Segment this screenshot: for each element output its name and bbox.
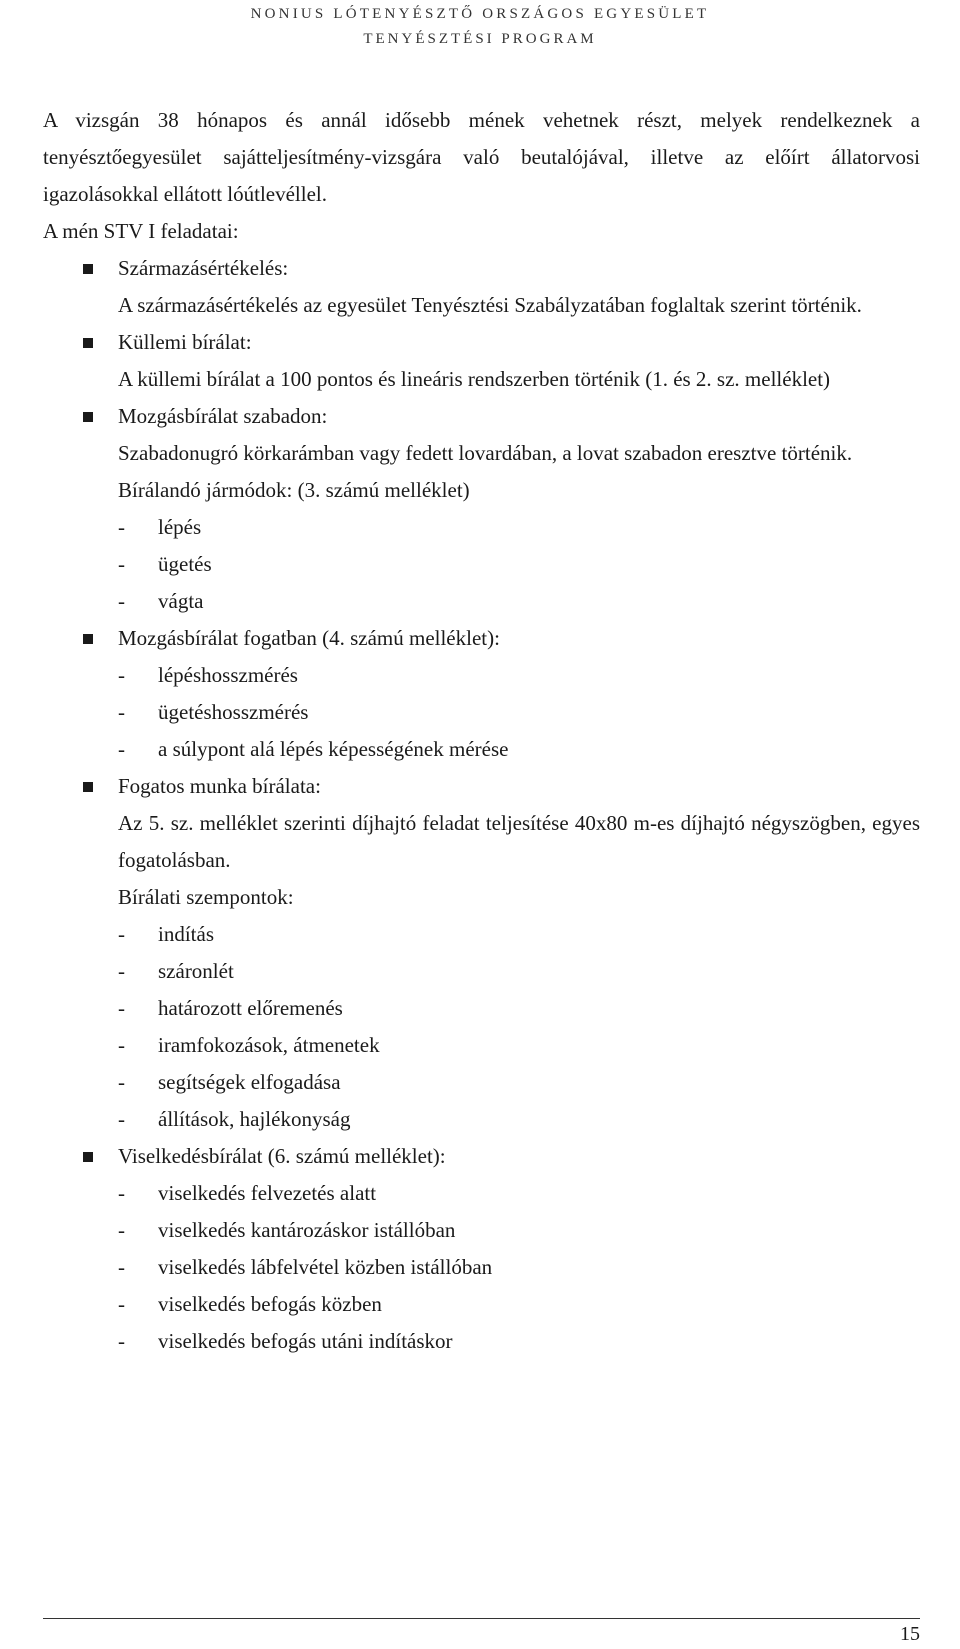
section-title-text: Mozgásbírálat szabadon:	[118, 404, 328, 428]
section-free-movement-title	[43, 398, 920, 435]
section-origin-text: A származásértékelés az egyesület Tenyésztési Szabályzatában foglaltak szerint történik.	[118, 293, 862, 317]
list-item: - a súlypont alá lépés képességének mérése	[118, 737, 509, 761]
section-origin-title	[43, 250, 920, 287]
section-title-text: Viselkedésbírálat (6. számú melléklet):	[118, 1144, 446, 1168]
square-bullet-icon	[83, 338, 93, 348]
list-item: - lépés	[118, 515, 202, 539]
square-bullet-icon	[83, 634, 93, 644]
square-bullet-icon	[83, 412, 93, 422]
tasks-title: A mén STV I feladatai:	[43, 219, 239, 243]
section-driving-text: Az 5. sz. melléklet szerinti díjhajtó feladat teljesítése 40x80 m-es díjhajtó négyszögben, egyes fogatolásban.	[118, 811, 920, 872]
section-behaviour-title	[43, 1138, 920, 1175]
section-title-text: Mozgásbírálat fogatban (4. számú melléklet):	[118, 626, 500, 650]
square-bullet-icon	[83, 264, 93, 274]
list-item: - viselkedés lábfelvétel közben istállóban	[118, 1255, 493, 1279]
section-driving-subtitle: Bírálati szempontok:	[118, 885, 294, 909]
page-header	[0, 2, 960, 52]
list-item: - vágta	[118, 589, 204, 613]
list-item: - határozott előremenés	[118, 996, 343, 1020]
header-program: TENYÉSZTÉSI PROGRAM	[363, 31, 597, 47]
list-item: - indítás	[118, 922, 214, 946]
list-item: - viselkedés felvezetés alatt	[118, 1181, 377, 1205]
list-item: - száronlét	[118, 959, 234, 983]
list-item: - állítások, hajlékonyság	[118, 1107, 351, 1131]
section-driving-title	[43, 768, 920, 805]
list-item: - segítségek elfogadása	[118, 1070, 341, 1094]
list-item: - ügetéshosszmérés	[118, 700, 309, 724]
list-item: - iramfokozások, átmenetek	[118, 1033, 380, 1057]
header-organization: NONIUS LÓTENYÉSZTŐ ORSZÁGOS EGYESÜLET	[250, 6, 710, 22]
section-free-movement-subtitle: Bírálandó jármódok: (3. számú melléklet)	[118, 478, 470, 502]
section-conformation-title	[43, 324, 920, 361]
document-body	[43, 102, 920, 1360]
list-item: - viselkedés befogás közben	[118, 1292, 382, 1316]
intro-paragraph: A vizsgán 38 hónapos és annál idősebb mének vehetnek részt, melyek rendelkeznek a tenyésztőegyesület sajátteljesítmény-vizsgára való beutalójával, illetve az előírt állatorvosi igazolásokkal ellátott lóútlevéllel.	[43, 108, 920, 206]
list-item: - viselkedés kantározáskor istállóban	[118, 1218, 456, 1242]
section-title-text: Származásértékelés:	[118, 256, 289, 280]
section-title-text: Küllemi bírálat:	[118, 330, 252, 354]
page-number: 15	[900, 1623, 920, 1645]
footer-divider	[43, 1618, 920, 1619]
section-free-movement-text: Szabadonugró körkarámban vagy fedett lovardában, a lovat szabadon eresztve történik.	[118, 441, 853, 465]
section-conformation-text: A küllemi bírálat a 100 pontos és lineáris rendszerben történik (1. és 2. sz. melléklet)	[118, 367, 831, 391]
section-title-text: Fogatos munka bírálata:	[118, 774, 321, 798]
square-bullet-icon	[83, 782, 93, 792]
list-item: - lépéshosszmérés	[118, 663, 298, 687]
list-item: - viselkedés befogás utáni indításkor	[118, 1329, 453, 1353]
list-item: - ügetés	[118, 552, 212, 576]
section-harness-movement-title	[43, 620, 920, 657]
square-bullet-icon	[83, 1152, 93, 1162]
